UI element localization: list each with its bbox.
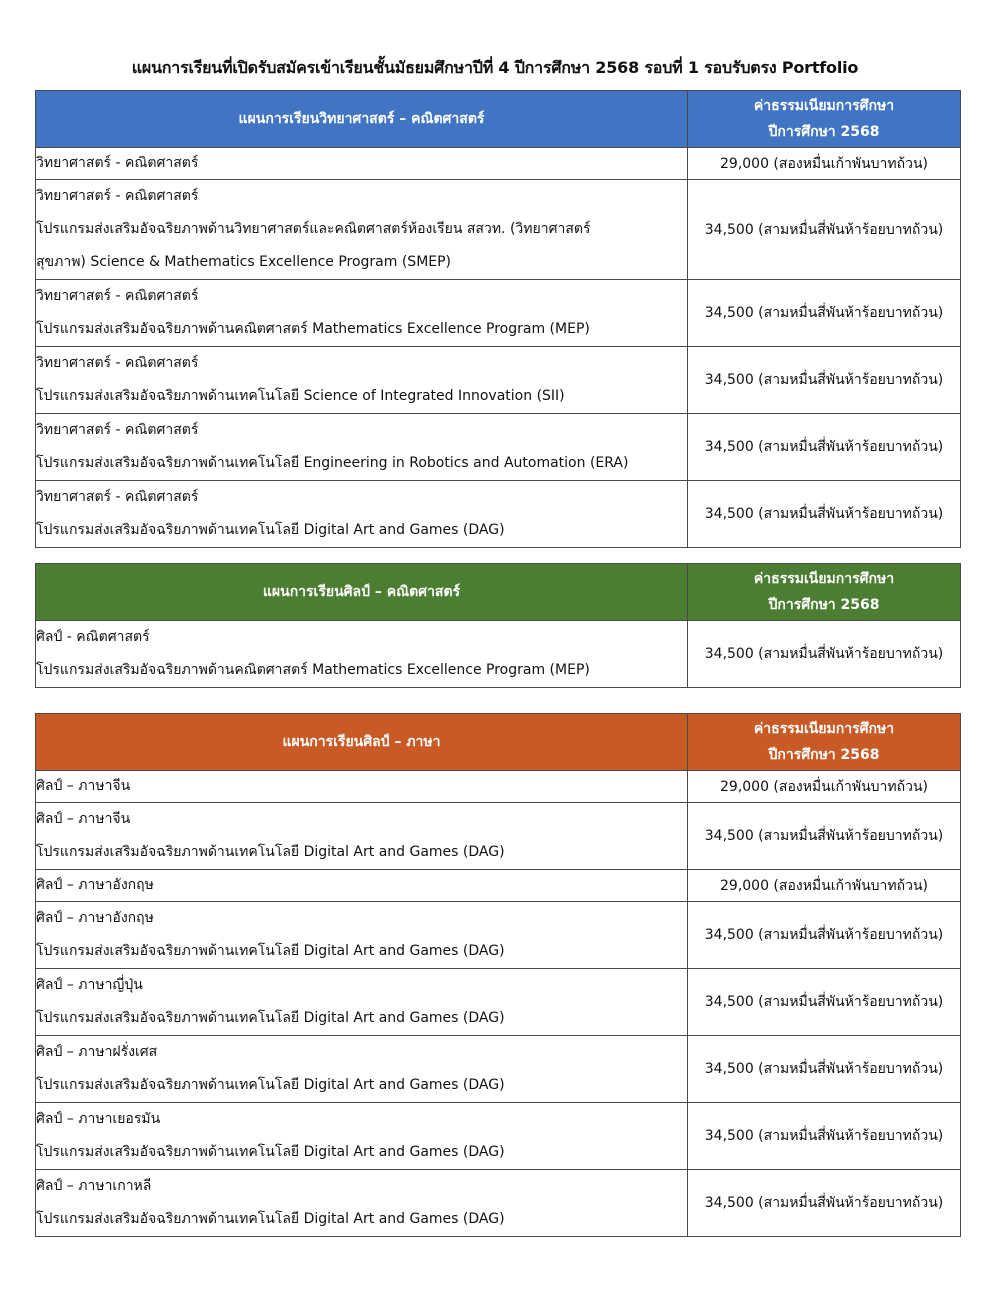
- plan-cell: [36, 1036, 688, 1103]
- fee-cell: 34,500 (สามหมื่นสี่พันห้าร้อยบาทถ้วน): [688, 414, 961, 481]
- program-name: โปรแกรมส่งเสริมอัจฉริยภาพด้านเทคโนโลยี Digital Art and Games (DAG): [36, 1144, 505, 1160]
- plan-cell: [36, 902, 688, 969]
- plan-name: ศิลป์ – ภาษาจีน: [36, 811, 131, 827]
- science-math-plan-table: [35, 90, 961, 548]
- plan-cell: [36, 148, 688, 180]
- table-row: [36, 414, 961, 481]
- plan-name: วิทยาศาสตร์ - คณิตศาสตร์: [36, 155, 199, 171]
- program-name: โปรแกรมส่งเสริมอัจฉริยภาพด้านเทคโนโลยี Science of Integrated Innovation (SII): [36, 388, 565, 404]
- plan-cell: [36, 621, 688, 688]
- page-title: แผนการเรียนที่เปิดรับสมัครเข้าเรียนชั้นมัธยมศึกษาปีที่ 4 ปีการศึกษา 2568 รอบที่ 1 รอบรับตรง Portfolio: [131, 58, 859, 77]
- plan-cell: [36, 414, 688, 481]
- fee-cell: 34,500 (สามหมื่นสี่พันห้าร้อยบาทถ้วน): [688, 347, 961, 414]
- plan-cell: [36, 803, 688, 870]
- plan-name: ศิลป์ – ภาษาอังกฤษ: [36, 910, 154, 926]
- program-name-cont: สุขภาพ) Science & Mathematics Excellence Program (SMEP): [36, 254, 452, 270]
- fee-cell: 29,000 (สองหมื่นเก้าพันบาทถ้วน): [688, 771, 961, 803]
- fee-header-line2: ปีการศึกษา 2568: [768, 124, 880, 140]
- program-name: โปรแกรมส่งเสริมอัจฉริยภาพด้านคณิตศาสตร์ Mathematics Excellence Program (MEP): [36, 662, 590, 678]
- program-name: โปรแกรมส่งเสริมอัจฉริยภาพด้านเทคโนโลยี Engineering in Robotics and Automation (ERA): [36, 455, 629, 471]
- plan-name: ศิลป์ – ภาษาจีน: [36, 778, 131, 794]
- program-name: โปรแกรมส่งเสริมอัจฉริยภาพด้านเทคโนโลยี Digital Art and Games (DAG): [36, 844, 505, 860]
- table-row: [36, 803, 961, 870]
- fee-header-line2: ปีการศึกษา 2568: [768, 747, 880, 763]
- program-name: โปรแกรมส่งเสริมอัจฉริยภาพด้านคณิตศาสตร์ Mathematics Excellence Program (MEP): [36, 321, 590, 337]
- fee-cell: 34,500 (สามหมื่นสี่พันห้าร้อยบาทถ้วน): [688, 481, 961, 548]
- program-name: โปรแกรมส่งเสริมอัจฉริยภาพด้านเทคโนโลยี Digital Art and Games (DAG): [36, 1211, 505, 1227]
- plan-cell: [36, 347, 688, 414]
- table-row: [36, 1103, 961, 1170]
- plan-cell: [36, 481, 688, 548]
- fee-cell: 29,000 (สองหมื่นเก้าพันบาทถ้วน): [688, 148, 961, 180]
- plan-name: วิทยาศาสตร์ - คณิตศาสตร์: [36, 355, 199, 371]
- table-row: [36, 621, 961, 688]
- program-name: โปรแกรมส่งเสริมอัจฉริยภาพด้านเทคโนโลยี Digital Art and Games (DAG): [36, 1010, 505, 1026]
- fee-cell: 34,500 (สามหมื่นสี่พันห้าร้อยบาทถ้วน): [688, 1170, 961, 1237]
- plan-header: แผนการเรียนวิทยาศาสตร์ – คณิตศาสตร์: [36, 91, 688, 148]
- table-row: [36, 870, 961, 902]
- plan-name: ศิลป์ – ภาษาญี่ปุ่น: [36, 977, 143, 993]
- plan-cell: [36, 771, 688, 803]
- plan-cell: [36, 1170, 688, 1237]
- fee-cell: 34,500 (สามหมื่นสี่พันห้าร้อยบาทถ้วน): [688, 621, 961, 688]
- plan-name: วิทยาศาสตร์ - คณิตศาสตร์: [36, 288, 199, 304]
- plan-name: วิทยาศาสตร์ - คณิตศาสตร์: [36, 489, 199, 505]
- table-row: [36, 481, 961, 548]
- program-name: โปรแกรมส่งเสริมอัจฉริยภาพด้านเทคโนโลยี Digital Art and Games (DAG): [36, 522, 505, 538]
- table-row: [36, 280, 961, 347]
- table-row: [36, 969, 961, 1036]
- fee-header: [688, 564, 961, 621]
- fee-cell: 34,500 (สามหมื่นสี่พันห้าร้อยบาทถ้วน): [688, 969, 961, 1036]
- fee-cell: 29,000 (สองหมื่นเก้าพันบาทถ้วน): [688, 870, 961, 902]
- program-name: โปรแกรมส่งเสริมอัจฉริยภาพด้านเทคโนโลยี Digital Art and Games (DAG): [36, 943, 505, 959]
- fee-header-line1: ค่าธรรมเนียมการศึกษา: [753, 571, 895, 587]
- plan-header: แผนการเรียนศิลป์ – คณิตศาสตร์: [36, 564, 688, 621]
- fee-header: [688, 91, 961, 148]
- table-row: [36, 180, 961, 280]
- plan-cell: [36, 870, 688, 902]
- plan-header: แผนการเรียนศิลป์ – ภาษา: [36, 714, 688, 771]
- plan-cell: [36, 1103, 688, 1170]
- table-row: [36, 1036, 961, 1103]
- arts-language-plan-table: [35, 713, 961, 1237]
- table-row: [36, 1170, 961, 1237]
- program-name: โปรแกรมส่งเสริมอัจฉริยภาพด้านวิทยาศาสตร์และคณิตศาสตร์ห้องเรียน สสวท. (วิทยาศาสตร์: [36, 221, 591, 237]
- arts-math-plan-table: [35, 563, 961, 688]
- plan-cell: [36, 180, 688, 280]
- table-row: [36, 771, 961, 803]
- program-name: โปรแกรมส่งเสริมอัจฉริยภาพด้านเทคโนโลยี Digital Art and Games (DAG): [36, 1077, 505, 1093]
- table-row: [36, 347, 961, 414]
- fee-cell: 34,500 (สามหมื่นสี่พันห้าร้อยบาทถ้วน): [688, 280, 961, 347]
- fee-cell: 34,500 (สามหมื่นสี่พันห้าร้อยบาทถ้วน): [688, 180, 961, 280]
- plan-cell: [36, 280, 688, 347]
- fee-header-line2: ปีการศึกษา 2568: [768, 597, 880, 613]
- plan-name: ศิลป์ – ภาษาเยอรมัน: [36, 1111, 161, 1127]
- fee-header: [688, 714, 961, 771]
- plan-cell: [36, 969, 688, 1036]
- fee-header-line1: ค่าธรรมเนียมการศึกษา: [753, 721, 895, 737]
- table-row: [36, 902, 961, 969]
- plan-name: วิทยาศาสตร์ - คณิตศาสตร์: [36, 188, 199, 204]
- plan-name: ศิลป์ – ภาษาฝรั่งเศส: [36, 1044, 158, 1060]
- table-row: [36, 148, 961, 180]
- plan-name: ศิลป์ – ภาษาเกาหลี: [36, 1178, 152, 1194]
- fee-cell: 34,500 (สามหมื่นสี่พันห้าร้อยบาทถ้วน): [688, 1036, 961, 1103]
- fee-cell: 34,500 (สามหมื่นสี่พันห้าร้อยบาทถ้วน): [688, 902, 961, 969]
- fee-cell: 34,500 (สามหมื่นสี่พันห้าร้อยบาทถ้วน): [688, 803, 961, 870]
- plan-name: วิทยาศาสตร์ - คณิตศาสตร์: [36, 422, 199, 438]
- plan-name: ศิลป์ - คณิตศาสตร์: [36, 629, 150, 645]
- fee-cell: 34,500 (สามหมื่นสี่พันห้าร้อยบาทถ้วน): [688, 1103, 961, 1170]
- fee-header-line1: ค่าธรรมเนียมการศึกษา: [753, 98, 895, 114]
- plan-name: ศิลป์ – ภาษาอังกฤษ: [36, 877, 154, 893]
